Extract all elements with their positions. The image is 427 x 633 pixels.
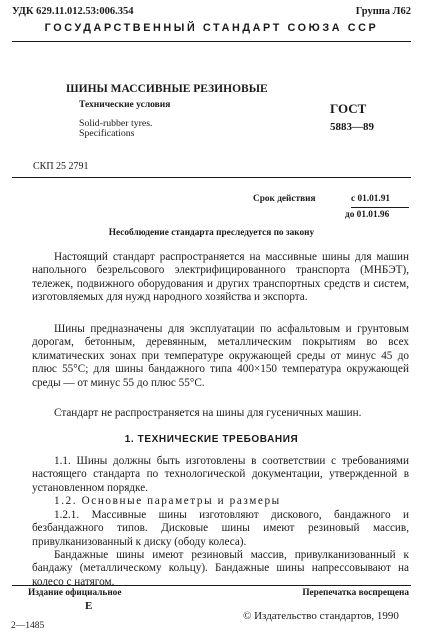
document-title: ШИНЫ МАССИВНЫЕ РЕЗИНОВЫЕ [66, 83, 268, 95]
english-title-line1: Solid-rubber tyres. [79, 118, 153, 129]
document-subtitle: Технические условия [79, 100, 171, 110]
intro-paragraph-2: Шины предназначены для эксплуатации по асфальтовым и грунтовым дорогам, бетонным, деревянным, металлическим покрытиям во всех климатических зонах при температуре окружающей среды от минус 45 до плюс 55°С; для шины бандажного типа 400×150 температура окружающей среды — от минус 55 до плюс 55°С. [32, 323, 409, 389]
clause-1-2: 1.2. Основные параметры и размеры [54, 495, 281, 507]
clause-1-2-1: 1.2.1. Массивные шины изготовляют дискового, бандажного и безбандажного типов. Дисковые шины имеют резиновый массив, привулканизованный к диску (ободу колеса). [32, 509, 409, 548]
copyright: © Издательство стандартов, 1990 [243, 610, 399, 622]
english-title-line2: Specifications [79, 128, 135, 139]
gost-number: 5883—89 [330, 121, 374, 133]
validity-to: до 01.01.96 [345, 210, 390, 220]
group-code: Группа Л62 [355, 6, 411, 17]
udk-code: УДК 629.11.012.53:006.354 [12, 6, 134, 17]
validity-label: Срок действия [253, 194, 316, 204]
print-code: 2—1485 [11, 621, 45, 631]
validity-from: с 01.01.91 [351, 194, 390, 204]
clause-1-1: 1.1. Шины должны быть изготовлены в соответствии с требованиями настоящего стандарта по технологической документации, утвержденной в установленном порядке. [32, 455, 409, 494]
header-rule [12, 41, 411, 42]
skp-code: СКП 25 2791 [33, 161, 89, 172]
official-edition: Издание официальное [28, 588, 122, 598]
section-heading: 1. ТЕХНИЧЕСКИЕ ТРЕБОВАНИЯ [124, 434, 299, 445]
intro-paragraph-3: Стандарт не распространяется на шины для гусеничных машин. [54, 407, 362, 419]
legal-notice: Несоблюдение стандарта преследуется по закону [108, 228, 315, 238]
edition-letter: Е [85, 600, 93, 612]
reprint-notice: Перепечатка воспрещена [302, 588, 409, 598]
standard-title: ГОСУДАРСТВЕННЫЙ СТАНДАРТ СОЮЗА ССР [44, 22, 379, 34]
footer-rule [12, 585, 411, 586]
validity-divider [351, 207, 409, 208]
title-rule [12, 177, 411, 178]
intro-paragraph-1: Настоящий стандарт распространяется на массивные шины для машин напольного безрельсового электрифицированного транспорта (МНБЭТ), тележек, подвижного оборудования и других транспортных средств и систем, изготовляемых для нужд народного хозяйства и экспорта. [32, 251, 409, 304]
clause-1-2-1-continued: Бандажные шины имеют резиновый массив, привулканизованный к бандажу (металлическому кольцу). Бандажные шины напрессовывают на колесо с натягом. [32, 549, 409, 588]
gost-label: ГОСТ [330, 101, 367, 116]
